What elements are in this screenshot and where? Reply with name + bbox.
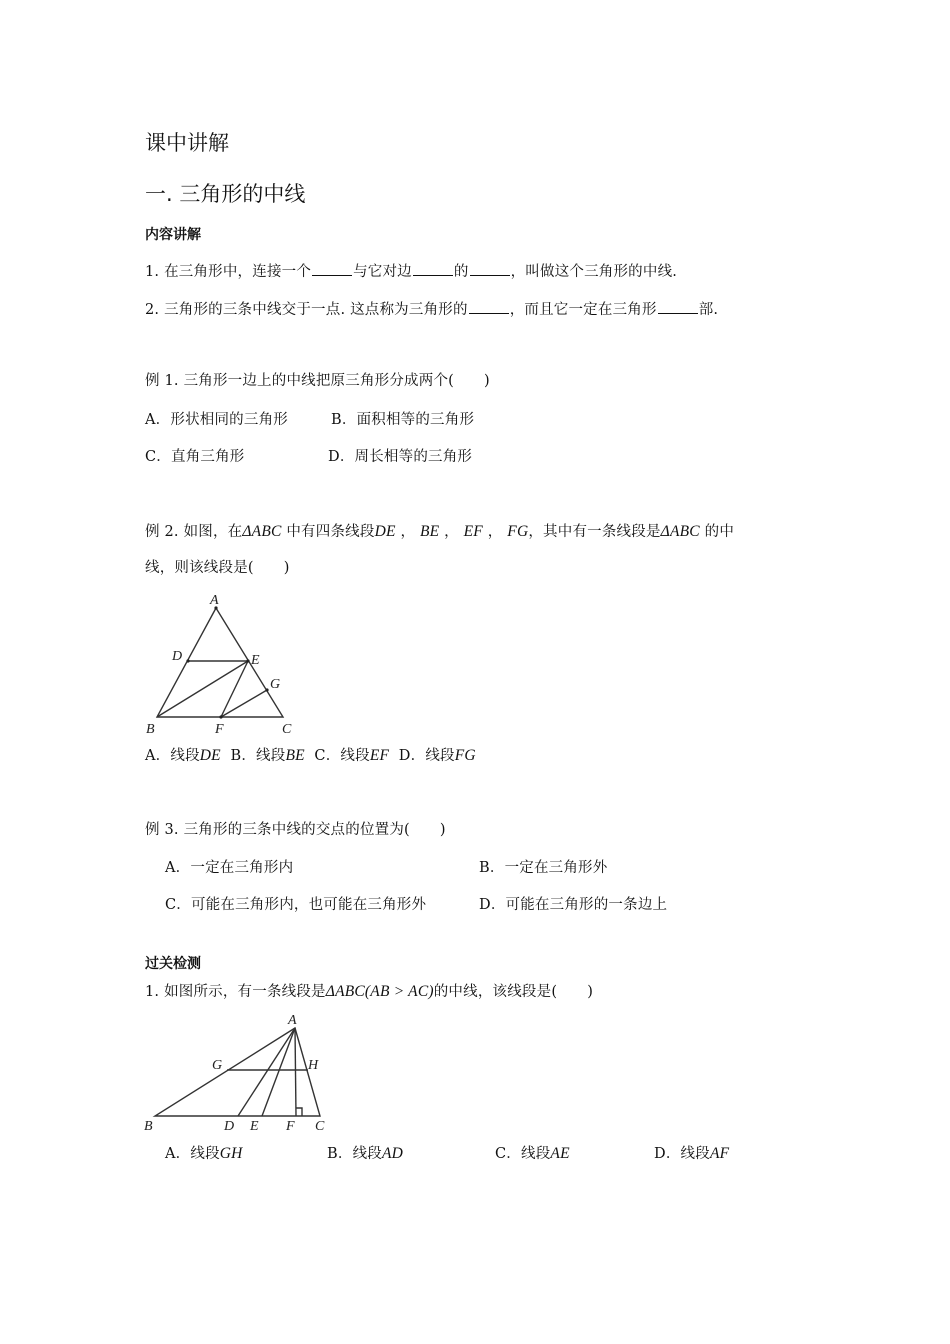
example2-question-line2: 线，则该线段是( ): [145, 560, 290, 576]
section-title: 课中讲解: [145, 131, 229, 155]
point-label-e: E: [250, 1119, 259, 1134]
check-question-1: 1. 如图所示，有一条线段是ΔABC(AB > AC)的中线，该线段是( ): [145, 983, 594, 1000]
point-label-a: A: [210, 593, 219, 608]
point-label-d: D: [224, 1119, 235, 1134]
example3-option-c[interactable]: C．可能在三角形内，也可能在三角形外: [165, 897, 427, 913]
triangle-figure-example2: [140, 588, 320, 738]
example1-question: 例 1. 三角形一边上的中线把原三角形分成两个( ): [145, 373, 490, 389]
example3-option-d[interactable]: D．可能在三角形的一条边上: [479, 897, 668, 913]
fill-blank[interactable]: [470, 260, 510, 276]
fill-blank[interactable]: [658, 298, 698, 314]
fill-blank[interactable]: [469, 298, 509, 314]
check-option-a[interactable]: A．线段GH: [165, 1145, 243, 1162]
point-label-a: A: [288, 1013, 297, 1028]
example3-question: 例 3. 三角形的三条中线的交点的位置为( ): [145, 822, 446, 838]
figure-lines: [155, 1028, 320, 1116]
fill-blank[interactable]: [413, 260, 453, 276]
point-label-g: G: [212, 1058, 223, 1073]
point-label-d: D: [172, 649, 183, 664]
example1-option-c[interactable]: C．直角三角形: [145, 449, 245, 465]
point-label-f: F: [215, 722, 224, 737]
triangle-figure-check: [140, 1008, 340, 1138]
check-option-d[interactable]: D．线段AF: [654, 1145, 730, 1162]
example2-option-a[interactable]: A．线段DE: [145, 747, 221, 764]
example1-option-d[interactable]: D．周长相等的三角形: [328, 449, 473, 465]
check-heading: 过关检测: [145, 956, 201, 972]
check-option-b[interactable]: B．线段AD: [327, 1145, 404, 1162]
point-label-h: H: [308, 1058, 319, 1073]
point-label-e: E: [251, 653, 260, 668]
point-label-g: G: [270, 677, 281, 692]
point-label-c: C: [282, 722, 292, 737]
example3-option-a[interactable]: A．一定在三角形内: [165, 860, 294, 876]
example3-option-b[interactable]: B．一定在三角形外: [479, 860, 608, 876]
content-item-1: 1. 在三角形中，连接一个 与它对边 的 ，叫做这个三角形的中线.: [145, 260, 677, 282]
example1-option-a[interactable]: A．形状相同的三角形: [145, 412, 288, 428]
example1-option-b[interactable]: B．面积相等的三角形: [331, 412, 475, 428]
example2-option-b[interactable]: B．线段BE: [230, 747, 305, 764]
fill-blank[interactable]: [312, 260, 352, 276]
example2-question-line1: 例 2. 如图，在ΔABC 中有四条线段DE ， BE ， EF ， FG，其中有一条线段是ΔABC 的中: [145, 523, 735, 540]
point-label-c: C: [315, 1119, 325, 1134]
content-heading: 内容讲解: [145, 227, 201, 243]
example2-options: [145, 746, 476, 766]
example2-option-d[interactable]: D．线段FG: [398, 747, 476, 764]
point-label-b: B: [146, 722, 155, 737]
example2-option-c[interactable]: C．线段EF: [314, 747, 390, 764]
chapter-title: 一. 三角形的中线: [145, 182, 306, 206]
content-item-2: 2. 三角形的三条中线交于一点. 这点称为三角形的 ，而且它一定在三角形 部.: [145, 298, 718, 320]
point-label-b: B: [144, 1119, 153, 1134]
point-label-f: F: [286, 1119, 295, 1134]
check-option-c[interactable]: C．线段AE: [495, 1145, 570, 1162]
